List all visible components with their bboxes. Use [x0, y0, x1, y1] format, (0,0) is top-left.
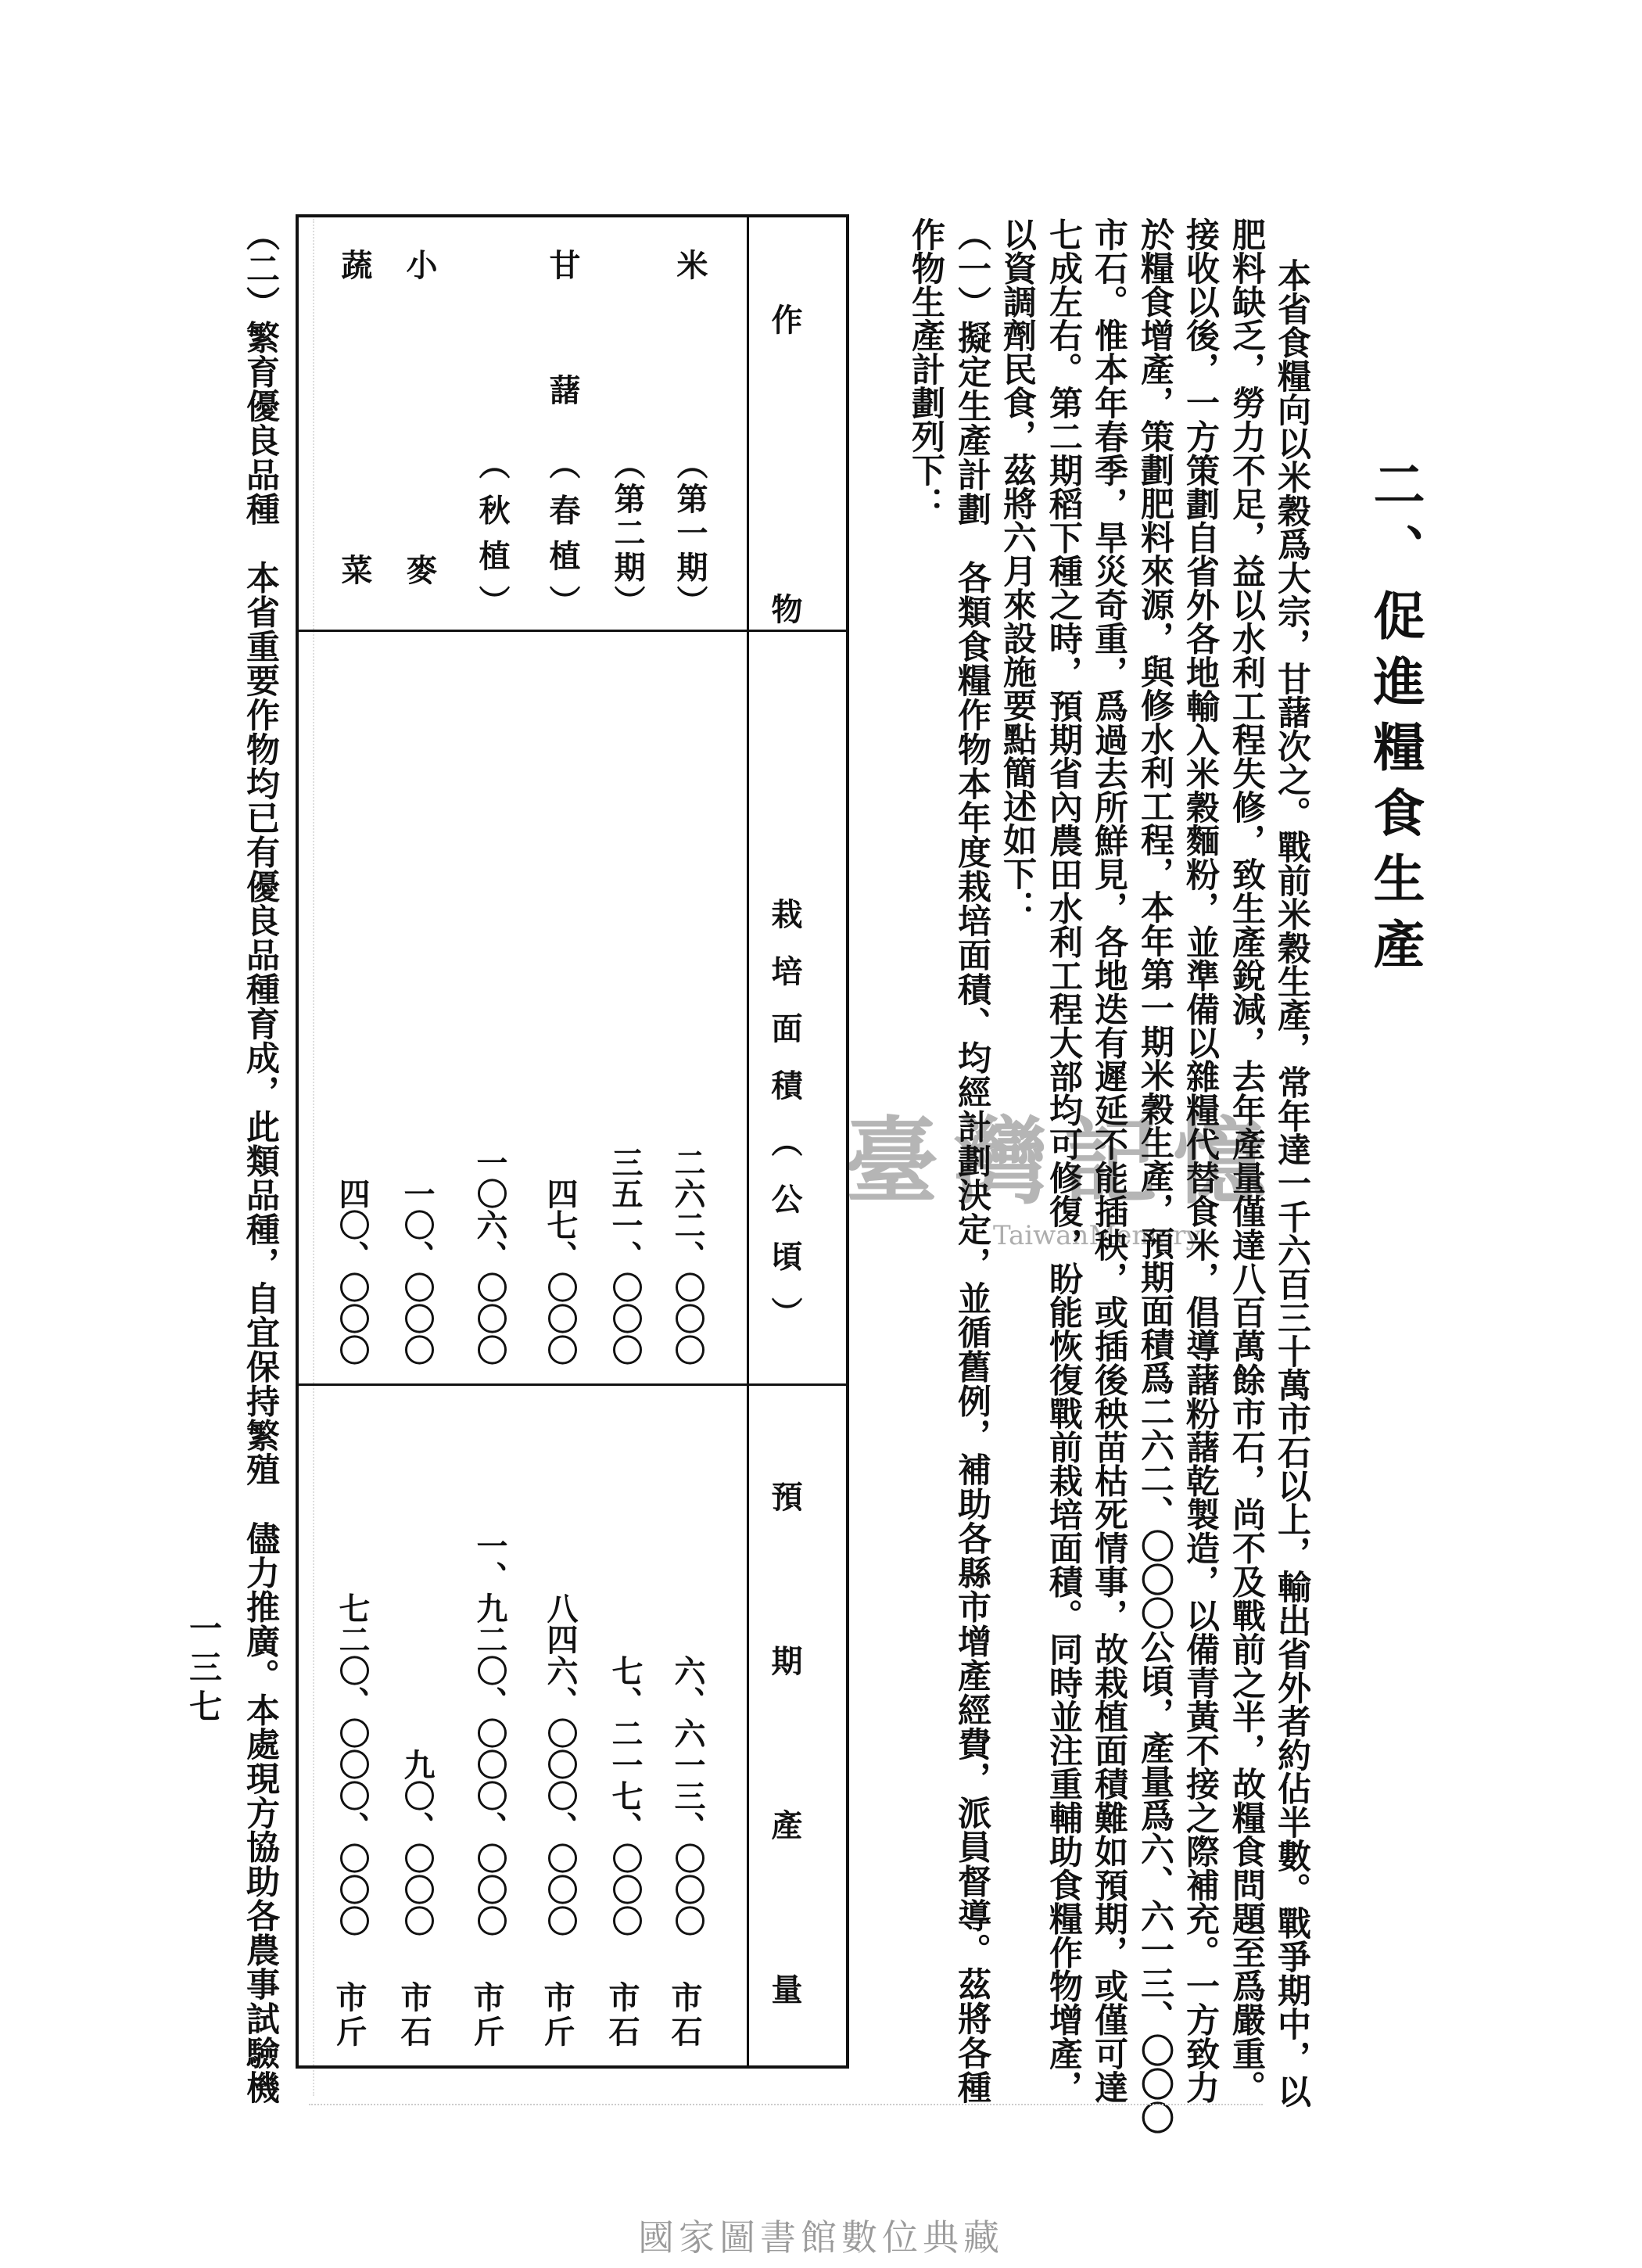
paragraph-column: 肥料缺乏，勞力不足，益以水利工程失修，致生產銳減，去年產量僅達八百萬餘市石，尚不及戰前之半，故糧食問題至爲嚴重。 — [1227, 217, 1266, 2104]
crop-cell-rice-1 — [668, 249, 707, 616]
paragraph-column: 以資調劑民食，茲將六月來設施要點簡述如下： — [998, 217, 1037, 924]
yield-unit: 市斤 — [539, 1981, 575, 2050]
crop-cell-sweet-potato-spring — [540, 249, 579, 616]
yield-value: 八四六、〇〇〇、〇〇〇 — [542, 1592, 579, 1936]
watermark-english: TaiwanMemory — [993, 1220, 1201, 1251]
paragraph-column: 於糧食增產，策劃肥料來源，與修水利工程，本年第一期米穀生產，預期面積爲二六二、〇〇〇公頃，產量爲六、六一三、〇〇〇 — [1135, 217, 1174, 2134]
area-value: 一〇六、〇〇〇 — [471, 1147, 508, 1365]
header-divider — [747, 217, 749, 2065]
paragraph-column: 七成左右。第二期稻下種之時，預期省內農田水利工程大部均可修復，盼能恢復戰前栽培面積。同時並注重輔助食糧作物增產， — [1044, 217, 1083, 2104]
area-value: 四七、〇〇〇 — [542, 1178, 579, 1365]
area-value: 一〇、〇〇〇 — [399, 1178, 436, 1365]
crop-qualifier: （秋植） — [474, 448, 511, 616]
watermark-chinese: 臺灣記憶 — [844, 1107, 1282, 1217]
footer-collection-label: 國家圖書館數位典藏 — [638, 2216, 1004, 2259]
yield-value: 七、二一七、〇〇〇 — [607, 1655, 644, 1936]
yield-unit: 市斤 — [331, 1981, 367, 2050]
paragraph-column: 接收以後，一方策劃自省外各地輸入米穀麵粉，並準備以雜糧代替食米，倡導藷粉藷乾製造，以備青黃不接之際補充。一方致力 — [1181, 217, 1220, 2104]
yield-value: 九〇、〇〇〇 — [399, 1749, 436, 1936]
crop-name: 蔬菜 — [336, 249, 373, 585]
paragraph-column: 市石。惟本年春季，旱災奇重，爲過去所鮮見，各地迭有遲延不能插秧，或插後秧苗枯死情事，故栽植面積難如預期，或僅可達 — [1089, 217, 1128, 2104]
crop-name: 米 — [672, 249, 708, 280]
crop-name: 小麥 — [401, 249, 438, 585]
paragraph-column: 本省食糧向以米穀爲大宗，甘藷次之。戰前米穀生產，常年達一千六百三十萬市石以上，輸出省外者約佔半數。戰爭期中，以 — [1272, 258, 1311, 2108]
header-yield: 預期產量 — [766, 1480, 803, 2004]
crop-qualifier: （春植） — [544, 448, 581, 616]
page-bottom-rule — [309, 2104, 1263, 2105]
yield-unit: 市石 — [396, 1981, 432, 2050]
crop-qualifier: （第一期） — [672, 448, 708, 616]
yield-value: 六、六一三、〇〇〇 — [669, 1655, 706, 1936]
row-divider-crop-area — [299, 630, 846, 632]
crop-cell-vegetables — [332, 249, 371, 616]
crop-cell-sweet-potato-autumn — [470, 249, 509, 616]
area-value: 三五一、〇〇〇 — [607, 1147, 644, 1365]
crop-production-plan-table — [296, 214, 849, 2069]
paragraph-column: 作物生產計劃列下： — [906, 217, 945, 520]
yield-unit: 市石 — [604, 1981, 640, 2050]
crop-qualifier: （第二期） — [609, 448, 646, 616]
section-title: 二、促進糧食生產 — [1364, 458, 1425, 983]
crop-name: 甘藷 — [544, 249, 581, 405]
crop-cell-rice-2 — [605, 249, 644, 616]
yield-value: 一、九二〇、〇〇〇、〇〇〇 — [471, 1530, 508, 1936]
yield-unit: 市石 — [666, 1981, 703, 2050]
row-divider-area-yield — [299, 1383, 846, 1386]
yield-value: 七二〇、〇〇〇、〇〇〇 — [334, 1592, 371, 1936]
yield-unit: 市斤 — [468, 1981, 505, 2050]
subsection-heading-2: （二）繁育優良品種 本省重要作物均已有優良品種育成，此類品種，自宜保持繁殖 儘力推廣。本處現方協助各農事試驗機 — [241, 217, 280, 2104]
crop-cell-wheat — [397, 249, 436, 616]
area-value: 四〇、〇〇〇 — [334, 1178, 371, 1365]
page-number: 一三七 — [185, 1611, 223, 1728]
header-crop: 作物 — [766, 303, 803, 624]
area-value: 二六二、〇〇〇 — [669, 1147, 706, 1365]
header-area: 栽培面積（公頃） — [766, 898, 803, 1328]
subsection-heading-1: （一）擬定生產計劃 各類食糧作物本年度栽培面積、均經計劃決定，並循舊例，補助各縣市增產經費，派員督導。茲將各種 — [952, 217, 991, 2104]
